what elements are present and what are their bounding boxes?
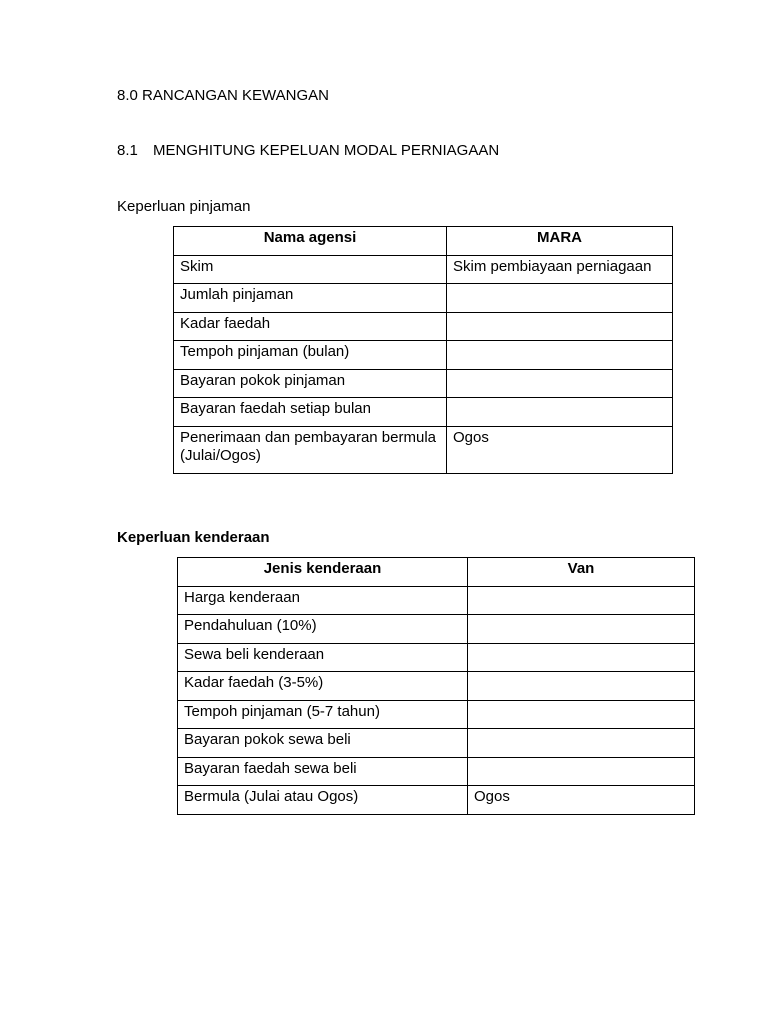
table-cell-label: Jumlah pinjaman: [174, 284, 447, 313]
table-cell-value: [468, 701, 695, 729]
vehicle-header-type: Jenis kenderaan: [178, 558, 468, 587]
loan-table: [173, 226, 673, 474]
table-cell-value: [447, 341, 673, 370]
table-row: [178, 615, 695, 644]
table-cell-label: Bermula (Julai atau Ogos): [178, 786, 468, 815]
table-cell-value: [447, 313, 673, 341]
table-row: [174, 427, 673, 474]
loan-header-row: [174, 227, 673, 256]
subsection-title: MENGHITUNG KEPELUAN MODAL PERNIAGAAN: [153, 142, 500, 159]
vehicle-section-label: Keperluan kenderaan: [117, 529, 270, 546]
loan-header-mara: MARA: [447, 227, 673, 256]
table-row: [174, 370, 673, 398]
table-cell-label: Bayaran faedah sewa beli: [178, 758, 468, 786]
table-row: [174, 398, 673, 427]
table-row: [174, 313, 673, 341]
table-cell-value: [468, 758, 695, 786]
table-cell-value: [447, 398, 673, 427]
table-row: [174, 284, 673, 313]
table-cell-value: [447, 370, 673, 398]
table-cell-label: Kadar faedah (3-5%): [178, 672, 468, 701]
table-row: [178, 729, 695, 758]
vehicle-header-row: [178, 558, 695, 587]
table-cell-value: [468, 729, 695, 758]
table-row: [178, 587, 695, 615]
table-cell-label: Pendahuluan (10%): [178, 615, 468, 644]
loan-section-label: Keperluan pinjaman: [117, 198, 251, 215]
table-row: [178, 644, 695, 672]
table-cell-label: Skim: [174, 256, 447, 284]
table-cell-label: Tempoh pinjaman (5-7 tahun): [178, 701, 468, 729]
table-cell-value: [468, 615, 695, 644]
table-cell-value: [468, 672, 695, 701]
table-cell-label: Bayaran pokok sewa beli: [178, 729, 468, 758]
table-cell-label: Tempoh pinjaman (bulan): [174, 341, 447, 370]
table-cell-value: Ogos: [468, 786, 695, 815]
subsection-number: 8.1: [117, 142, 138, 159]
table-cell-value: [447, 284, 673, 313]
table-row: [178, 786, 695, 815]
table-cell-label: Bayaran faedah setiap bulan: [174, 398, 447, 427]
table-cell-value: [468, 587, 695, 615]
table-row: [174, 256, 673, 284]
table-cell-label: Bayaran pokok pinjaman: [174, 370, 447, 398]
table-row: [174, 341, 673, 370]
section-heading: 8.0 RANCANGAN KEWANGAN: [117, 87, 329, 104]
table-cell-value: Ogos: [447, 427, 673, 474]
table-cell-label: Harga kenderaan: [178, 587, 468, 615]
table-cell-label: Penerimaan dan pembayaran bermula (Julai/Ogos): [174, 427, 447, 474]
vehicle-header-van: Van: [468, 558, 695, 587]
table-cell-label: Kadar faedah: [174, 313, 447, 341]
table-cell-label: Sewa beli kenderaan: [178, 644, 468, 672]
table-cell-value: Skim pembiayaan perniagaan: [447, 256, 673, 284]
table-row: [178, 701, 695, 729]
vehicle-table: [177, 557, 695, 815]
table-row: [178, 672, 695, 701]
table-row: [178, 758, 695, 786]
loan-header-agency: Nama agensi: [174, 227, 447, 256]
subsection-heading: [117, 142, 499, 160]
table-cell-value: [468, 644, 695, 672]
